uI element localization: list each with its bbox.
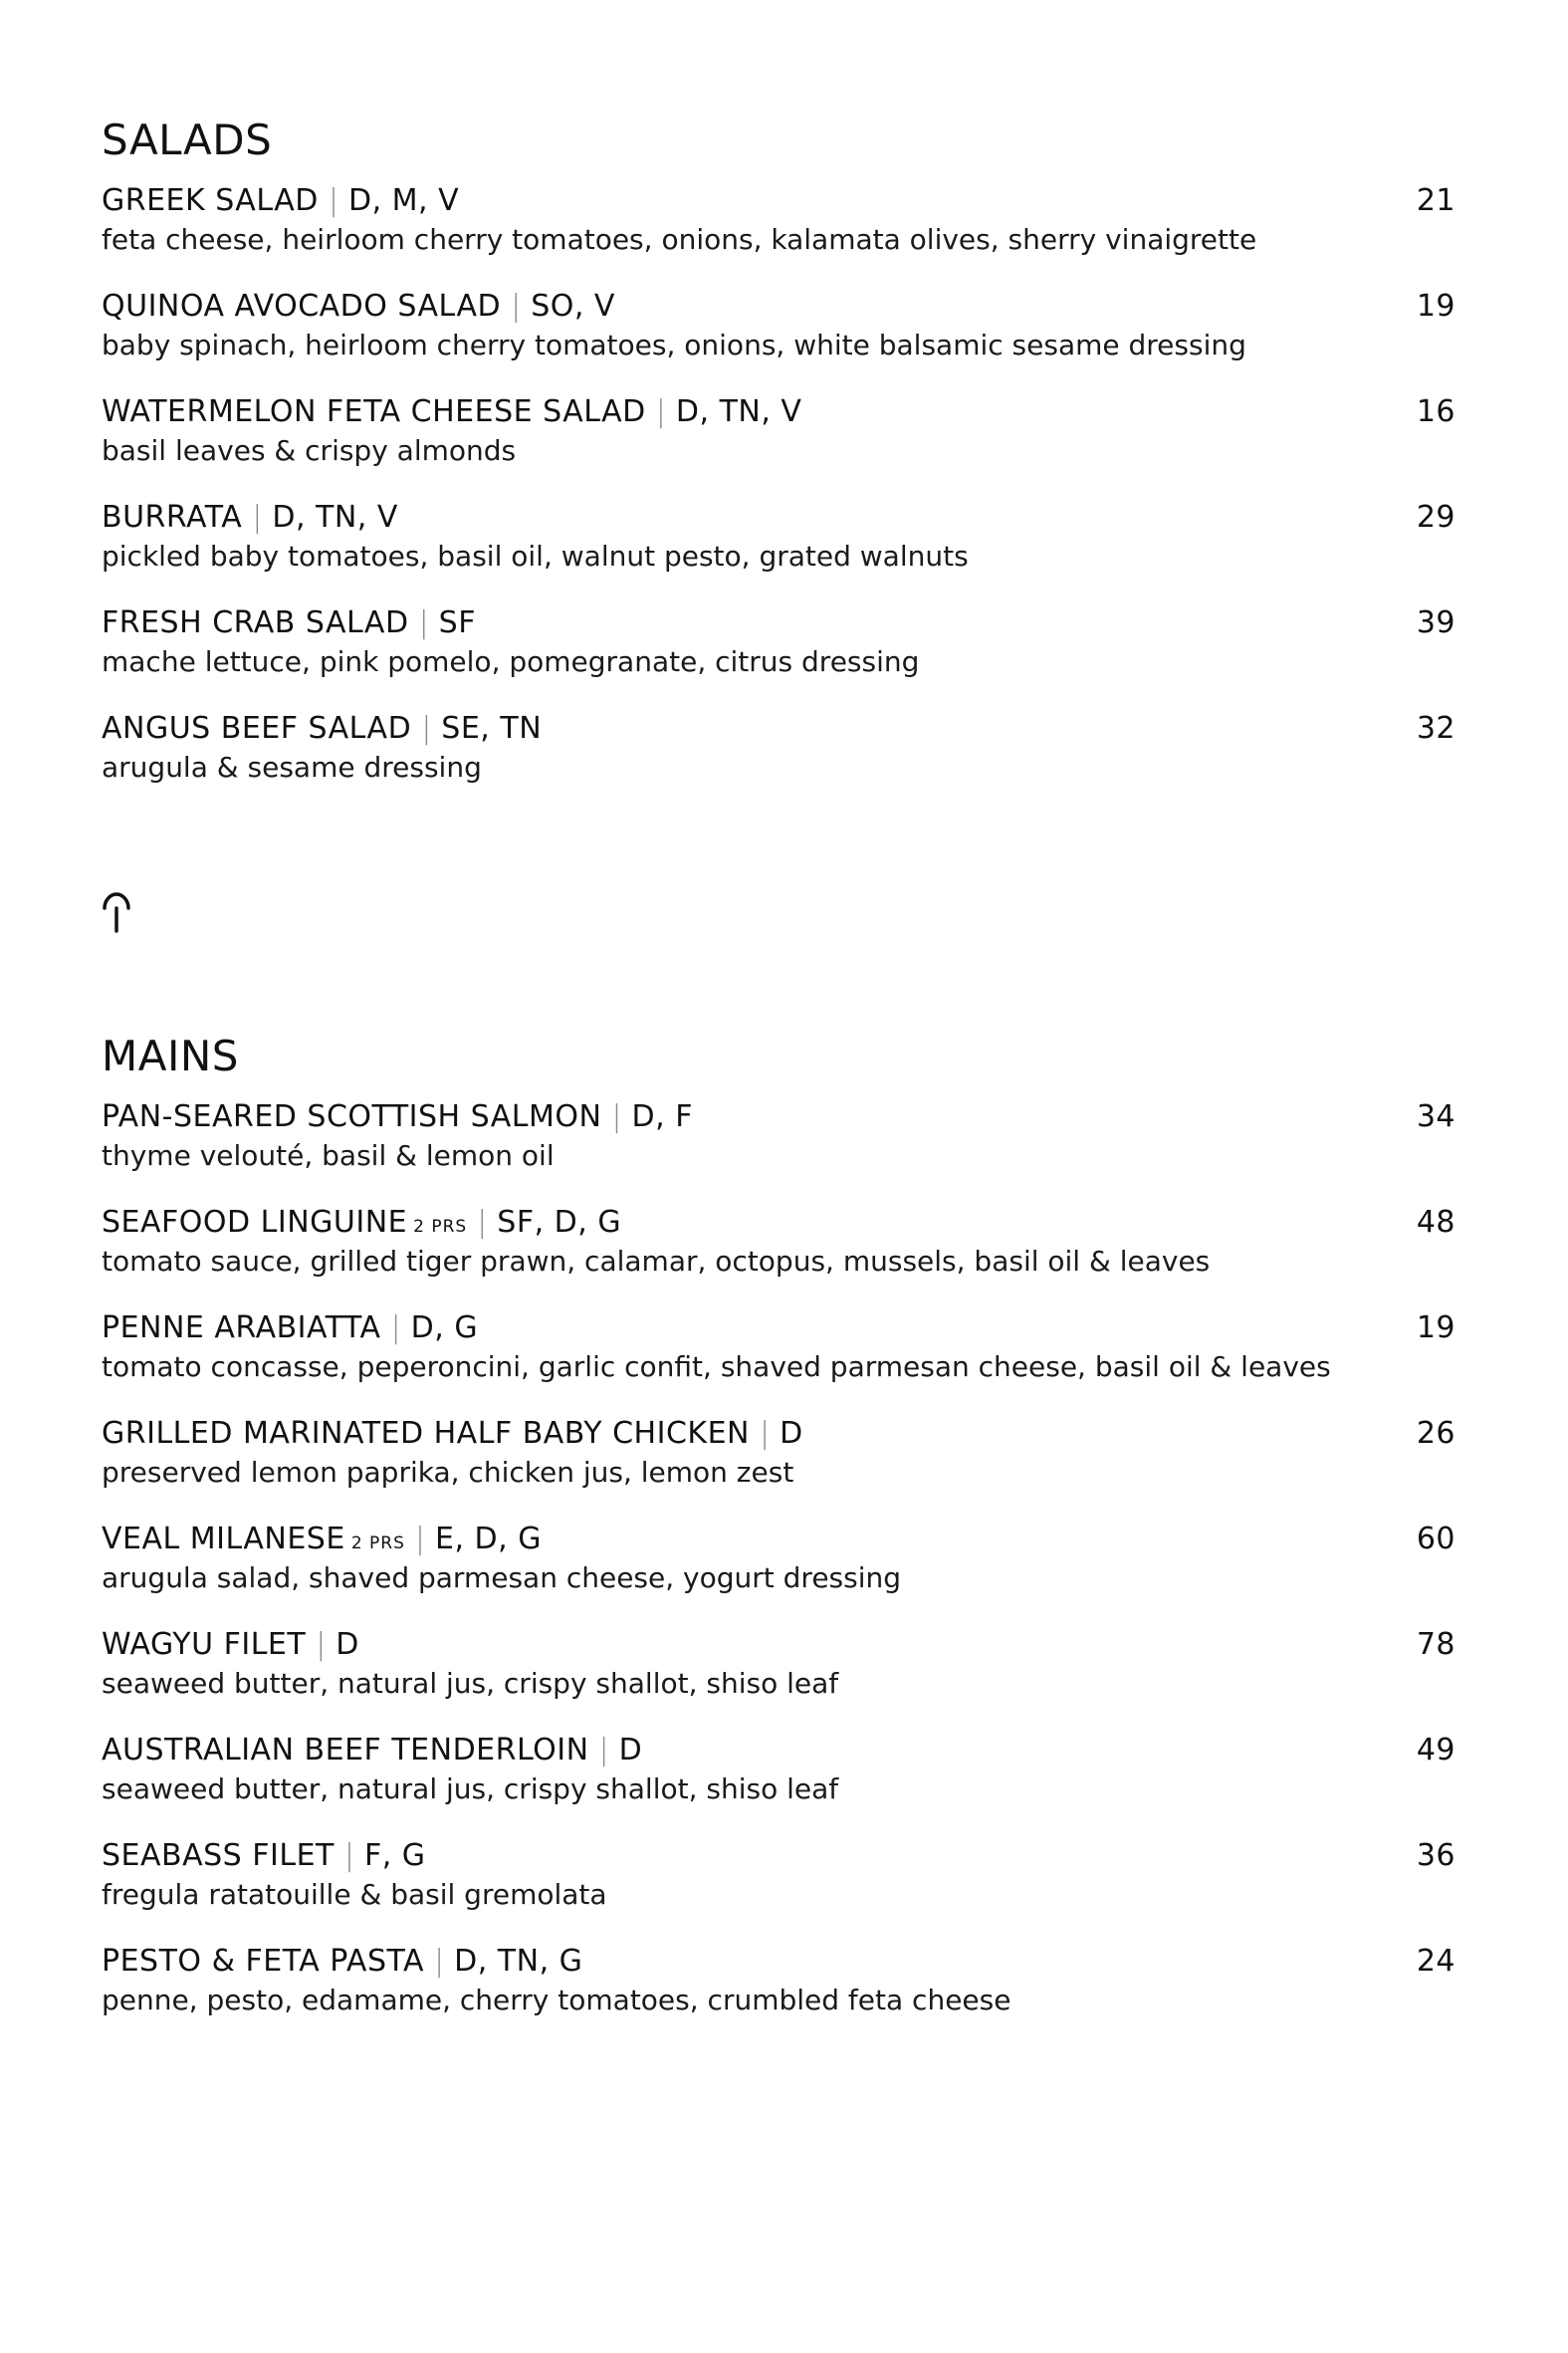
separator: |	[418, 605, 429, 640]
item-name: PESTO & FETA PASTA	[102, 1944, 425, 1979]
item-name: FRESH CRAB SALAD	[102, 605, 409, 640]
item-description: seaweed butter, natural jus, crispy shallot, shiso leaf	[102, 1772, 839, 1805]
item-description: arugula salad, shaved parmesan cheese, yogurt dressing	[102, 1561, 902, 1594]
item-allergens: SO, V	[531, 289, 615, 324]
salads-heading: SALADS	[102, 116, 273, 164]
item-allergens: F, G	[363, 1838, 426, 1873]
menu-item	[102, 1731, 1456, 1836]
item-description: fregula ratatouille & basil gremolata	[102, 1878, 607, 1911]
menu-item	[102, 1308, 1456, 1414]
item-portion: 2 PRS	[350, 1533, 405, 1553]
item-allergens: D	[780, 1416, 803, 1451]
item-allergens: E, D, G	[435, 1522, 542, 1556]
menu-item	[102, 709, 1456, 815]
mains-list	[102, 1097, 1456, 2047]
menu-item	[102, 287, 1456, 392]
separator: |	[252, 500, 263, 535]
separator: |	[611, 1099, 622, 1134]
menu-item	[102, 1203, 1456, 1308]
item-price: 36	[1416, 1838, 1456, 1873]
menu-item	[102, 1836, 1456, 1942]
item-allergens: SF	[438, 605, 476, 640]
separator: |	[414, 1522, 425, 1556]
item-allergens: D, F	[631, 1099, 693, 1134]
item-price: 24	[1416, 1944, 1456, 1979]
item-price: 39	[1416, 605, 1456, 640]
item-allergens: D, TN, G	[454, 1944, 583, 1979]
item-price: 49	[1416, 1733, 1456, 1767]
item-allergens: D, TN, V	[675, 394, 802, 429]
separator: |	[390, 1310, 401, 1345]
item-name: GREEK SALAD	[102, 183, 319, 218]
separator: |	[655, 394, 666, 429]
separator: |	[477, 1205, 488, 1240]
item-name: VEAL MILANESE	[102, 1522, 345, 1556]
item-description: thyme velouté, basil & lemon oil	[102, 1139, 555, 1172]
item-price: 34	[1416, 1099, 1456, 1134]
item-portion: 2 PRS	[413, 1217, 468, 1237]
item-name: SEABASS FILET	[102, 1838, 335, 1873]
menu-item	[102, 181, 1456, 287]
item-description: seaweed butter, natural jus, crispy shallot, shiso leaf	[102, 1667, 839, 1700]
menu-item	[102, 392, 1456, 498]
item-description: tomato concasse, peperoncini, garlic confit, shaved parmesan cheese, basil oil & leaves	[102, 1350, 1331, 1383]
item-description: feta cheese, heirloom cherry tomatoes, onions, kalamata olives, sherry vinaigrette	[102, 223, 1257, 256]
item-allergens: D	[336, 1627, 359, 1662]
item-description: arugula & sesame dressing	[102, 751, 482, 784]
menu-item	[102, 603, 1456, 709]
item-name: SEAFOOD LINGUINE	[102, 1205, 408, 1240]
separator: |	[421, 711, 432, 746]
separator: |	[434, 1944, 445, 1979]
separator: |	[316, 1627, 327, 1662]
item-price: 48	[1416, 1205, 1456, 1240]
item-allergens: SF, D, G	[497, 1205, 622, 1240]
item-price: 21	[1416, 183, 1456, 218]
menu-item	[102, 1097, 1456, 1203]
item-name: WAGYU FILET	[102, 1627, 307, 1662]
item-name: AUSTRALIAN BEEF TENDERLOIN	[102, 1733, 589, 1767]
item-description: tomato sauce, grilled tiger prawn, calamar, octopus, mussels, basil oil & leaves	[102, 1245, 1211, 1278]
separator: |	[759, 1416, 771, 1451]
item-name: ANGUS BEEF SALAD	[102, 711, 412, 746]
menu-item	[102, 1414, 1456, 1520]
separator: |	[328, 183, 338, 218]
item-price: 19	[1416, 1310, 1456, 1345]
separator: |	[511, 289, 522, 324]
item-name: GRILLED MARINATED HALF BABY CHICKEN	[102, 1416, 750, 1451]
menu-item	[102, 1942, 1456, 2047]
item-description: basil leaves & crispy almonds	[102, 434, 517, 467]
item-price: 29	[1416, 500, 1456, 535]
salads-list	[102, 181, 1456, 815]
item-description: baby spinach, heirloom cherry tomatoes, onions, white balsamic sesame dressing	[102, 329, 1246, 361]
separator: |	[343, 1838, 354, 1873]
item-price: 60	[1416, 1522, 1456, 1556]
item-name: BURRATA	[102, 500, 243, 535]
item-allergens: D	[618, 1733, 643, 1767]
item-price: 26	[1416, 1416, 1456, 1451]
item-description: penne, pesto, edamame, cherry tomatoes, crumbled feta cheese	[102, 1984, 1011, 2016]
item-name: QUINOA AVOCADO SALAD	[102, 289, 502, 324]
item-allergens: SE, TN	[441, 711, 543, 746]
item-price: 16	[1416, 394, 1456, 429]
item-description: mache lettuce, pink pomelo, pomegranate, citrus dressing	[102, 645, 920, 678]
separator: |	[598, 1733, 609, 1767]
item-name: WATERMELON FETA CHEESE SALAD	[102, 394, 646, 429]
item-price: 32	[1416, 711, 1456, 746]
item-name: PAN-SEARED SCOTTISH SALMON	[102, 1099, 602, 1134]
item-description: pickled baby tomatoes, basil oil, walnut pesto, grated walnuts	[102, 540, 969, 573]
menu-item	[102, 1625, 1456, 1731]
mains-heading: MAINS	[102, 1032, 239, 1080]
menu-item	[102, 498, 1456, 603]
item-allergens: D, TN, V	[272, 500, 398, 535]
item-name: PENNE ARABIATTA	[102, 1310, 381, 1345]
item-allergens: D, M, V	[347, 183, 460, 218]
item-allergens: D, G	[410, 1310, 479, 1345]
menu-item	[102, 1520, 1456, 1625]
item-description: preserved lemon paprika, chicken jus, lemon zest	[102, 1456, 794, 1489]
item-price: 19	[1416, 289, 1456, 324]
item-price: 78	[1416, 1627, 1456, 1662]
mushroom-icon	[102, 891, 131, 935]
